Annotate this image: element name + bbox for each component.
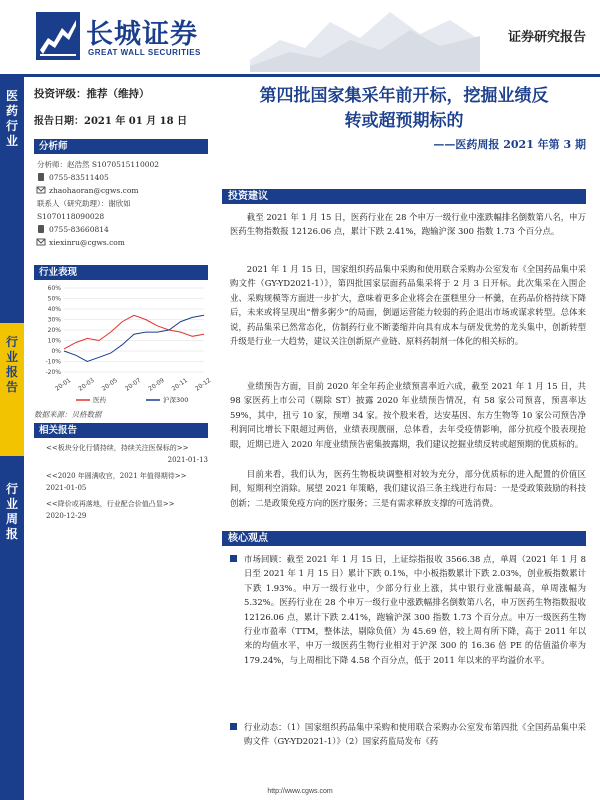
related-report-date: 2020-12-29: [46, 512, 87, 520]
sidebar: [34, 84, 208, 249]
left-category-strip: [0, 77, 24, 800]
analyst-section-title: 分析师: [34, 139, 208, 154]
contact-name: 联系人（研究助理）：谢欣如: [37, 199, 131, 208]
report-subtitle: ——医药周报 2021 年第 3 期: [433, 138, 586, 151]
section-title: 投资建议: [228, 191, 268, 202]
contact-license: S1070118090028: [37, 212, 105, 221]
email-icon: [37, 238, 45, 246]
x-tick-label: 20-03: [77, 376, 96, 393]
main-content: [222, 84, 586, 152]
trend-section-title: 行业表现: [34, 265, 208, 280]
paragraph-market: 截至 2021 年 1 月 15 日，医药行业在 28 个申万一级行业中涨跌幅排名倒数第八名，申万医药生物指数报 12126.06 点，累计下跌 2.41%，跑输沪深 300 指数 1.73 个百分点。: [230, 212, 586, 237]
strip-industry-text: 医 药 行 业: [5, 89, 18, 148]
y-tick-label: 60%: [47, 285, 61, 292]
y-tick-label: 10%: [47, 337, 61, 345]
industry-trend-chart: [34, 280, 213, 410]
y-tick-label: 30%: [47, 316, 61, 324]
x-tick-label: 20-01: [53, 376, 73, 393]
strip-report-text: 行 业 报 告: [5, 335, 18, 394]
great-wall-logo-icon: [36, 12, 80, 60]
legend-label: 沪深300: [163, 396, 189, 404]
strip-weekly-label: [0, 482, 24, 542]
report-date: 报告日期：2021 年 01 月 18 日: [34, 116, 188, 127]
trend-chart-svg: [34, 280, 213, 410]
email-icon: [37, 186, 45, 194]
related-section-title: 相关报告: [34, 423, 208, 438]
y-tick-label: 0%: [51, 348, 61, 355]
y-tick-label: 50%: [47, 295, 61, 303]
report-title-line1: 第四批国家集采年前开标，挖掘业绩反: [259, 86, 549, 106]
bullet-market-review: [230, 552, 586, 667]
bullet-text: 市场回顾：截至 2021 年 1 月 15 日，上证综指报收 3566.38 点，单周（2021 年 1 月 8 日至 2021 年 1 月 15 日）累计下跌 0.1%，中小板指数累计下跌 2.03%，创业板指数累计下跌 1.93%。申万一级行业中，少部分行业上涨，其中银行业涨幅最高，单周涨幅为 5.32%。医药行业在 28 个申万一级行业中涨跌幅排名倒数第八名，申万医药生物指数报收 12126.06 点，累计下跌 2.41%，跑输沪深 300 指数 1.73 个百分点。申万一级医药生物行业市盈率（TTM，整体法，剔除负值）为 45.69 倍，较上周有所下降，高于 2011 年以来的均值水平，申万一级医药生物行业相对于沪深 300 的 16.36 倍 PE 的估值溢价率为 179.24%，与上周相比下降 4.58 个百分点，低于 2011 年以来的平均溢价水平。: [244, 554, 586, 665]
great-wall-watermark-icon: [250, 0, 480, 72]
bullet-text: 行业动态：（1）国家组织药品集中采购和使用联合采购办公室发布第四批《全国药品集中采购文件（GY-YD2021-1）》（2）国家药监局发布《药: [244, 722, 586, 747]
x-tick-label: 20-07: [123, 376, 143, 393]
related-report-date: 2021-01-13: [167, 456, 208, 464]
phone-icon: [37, 225, 45, 233]
strip-report-label: [0, 335, 24, 395]
related-report-link[interactable]: <<板块分化行情持续，持续关注医保标的>>: [46, 444, 189, 452]
data-source-note: 数据来源：贝格数据: [34, 410, 102, 419]
company-logo: [36, 10, 236, 68]
bullet-industry-news: [230, 720, 586, 749]
footer-url[interactable]: http://www.cgws.com: [267, 788, 333, 795]
header-divider: [0, 74, 600, 77]
x-tick-label: 20-09: [147, 376, 166, 393]
analyst-email[interactable]: zhaohaoran@cgws.com: [34, 184, 208, 197]
page-footer: [0, 788, 600, 795]
strip-weekly-text: 行 业 周 报: [5, 482, 18, 541]
x-tick-label: 20-11: [170, 376, 189, 393]
section-investment-advice: [222, 189, 586, 204]
logo-english-name: GREAT WALL SECURITIES: [88, 48, 201, 57]
phone-icon: [37, 173, 45, 181]
paragraph-earnings: 业绩预告方面，目前 2020 年全年药企业绩预喜率近六成，截至 2021 年 1 月 15 日，共 98 家医药上市公司（剔除 ST）披露 2020 年业绩预告情况，有 58 家公司预喜，预喜率达 59%，其中，扭亏 10 家，预增 34 家。按个股来看，达安基因、东方生物等 10 家公司预告净利润同比增长下限超过两倍，业绩表现靓丽，总体看，去年受疫情影响，部分抗疫个股表现抢眼，近期已进入 2020 年度业绩预告密集披露期，我们建议挖掘业绩反转或超预期的优质标的。: [230, 381, 586, 449]
related-report-date: 2021-01-05: [46, 484, 87, 492]
section-core-views: [222, 531, 586, 546]
section-title: 核心观点: [228, 533, 268, 544]
bullet-square-icon: [230, 555, 237, 562]
industry-trend-section: [34, 265, 213, 410]
analyst-phone: 0755-83511405: [34, 171, 208, 184]
y-tick-label: -20%: [45, 369, 61, 376]
logo-chinese-name: 长城证券: [86, 19, 198, 50]
paragraph-procurement: 2021 年 1 月 15 日，国家组织药品集中采购和使用联合采购办公室发布《全国药品集中采购文件（GY-YD2021-1）》，第四批国家层面药品集采将于 2 月 3 日开标。此次集采在入围企业、采购规模等方面进一步扩大，意味着更多企业将会在蛋糕里分一杯羹，在药品价格持续下降后，未来或将呈现出“僧多粥少”的局面，倒逼运营能力较弱的药企退出市场或谋求转型。总体来说，药品集采已然常态化，仿制药行业不断萎缩并向具有成本与研发优势的龙头集中，创新转型升级是行业一大趋势，建议关注创新原产业链、原料药制剂一体化的相关标的。: [230, 264, 586, 347]
related-report-link[interactable]: <<降价或再落地，行业配合价值凸显>>: [46, 500, 175, 508]
related-report-link[interactable]: <<2020 年圆满收官，2021 年值得期待>>: [46, 472, 187, 480]
bullet-square-icon: [230, 723, 237, 730]
y-tick-label: -10%: [45, 358, 61, 366]
report-type-label: 证券研究报告: [507, 30, 586, 45]
investment-rating: 投资评级：推荐（维持）: [34, 88, 150, 100]
analyst-name: 分析师：赵浩然 S1070515110002: [37, 160, 160, 169]
x-tick-label: 20-05: [100, 376, 119, 393]
x-tick-label: 20-12: [193, 376, 213, 393]
analyst-section: [34, 139, 208, 249]
series-line: [64, 315, 204, 361]
report-title-line2: 转或超预期标的: [344, 111, 464, 131]
y-tick-label: 20%: [47, 327, 61, 334]
legend-label: 医药: [93, 396, 106, 404]
paragraph-strategy: 目前来看，我们认为，医药生物板块调整相对较为充分，部分优质标的进入配置的价值区间，短期利空消除。展望 2021 年策略，我们建议沿三条主线进行布局：一是受政策鼓励的科技创新；二是政策免疫方向的医疗服务；三是有需求释放支撑的可选消费。: [230, 469, 586, 508]
contact-email[interactable]: xiexinru@cgws.com: [34, 236, 208, 249]
page-header: [0, 0, 600, 76]
contact-phone: 0755-83660814: [34, 223, 208, 236]
strip-industry-label: [0, 89, 24, 149]
y-tick-label: 40%: [47, 306, 61, 313]
related-reports-section: [34, 423, 208, 522]
